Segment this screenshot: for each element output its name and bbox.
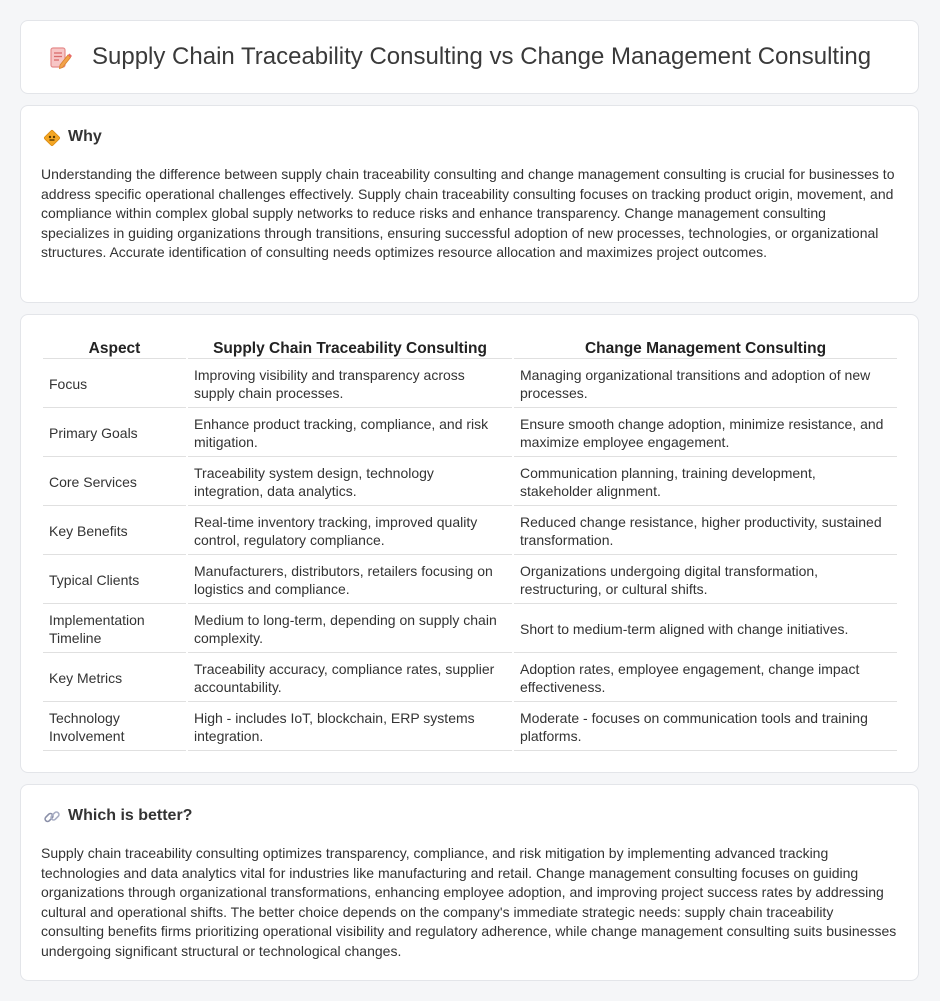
column-header-supply-chain: Supply Chain Traceability Consulting (188, 337, 512, 359)
title-card (20, 20, 919, 94)
change-management-cell: Communication planning, training development, stakeholder alignment. (514, 459, 897, 506)
why-section (20, 105, 919, 303)
table-row (43, 557, 897, 604)
column-header-change-management: Change Management Consulting (514, 337, 897, 359)
better-text: Supply chain traceability consulting optimizes transparency, compliance, and risk mitigation by implementing advanced tracking technologies and data analytics vital for industries like manufacturing and retail. Change management consulting focuses on guiding organizations through organizational transformations, enhancing employee adoption, and improving project success rates by addressing cultural and operational shifts. The better choice depends on the company's immediate strategic needs: supply chain traceability consulting benefits firms prioritizing operational visibility and regulatory adherence, while change management consulting suits businesses undergoing significant structural or technological changes. (41, 845, 897, 959)
aspect-cell: Core Services (43, 459, 186, 506)
change-management-cell: Ensure smooth change adoption, minimize resistance, and maximize employee engagement. (514, 410, 897, 457)
supply-chain-cell: Real-time inventory tracking, improved quality control, regulatory compliance. (188, 508, 512, 555)
aspect-cell: Key Metrics (43, 655, 186, 702)
table-row (43, 361, 897, 408)
diamond-sign-icon (43, 129, 61, 147)
supply-chain-cell: Traceability system design, technology integration, data analytics. (188, 459, 512, 506)
table-row (43, 704, 897, 751)
better-heading: Which is better? (68, 807, 193, 824)
link-icon (43, 808, 61, 826)
supply-chain-cell: Traceability accuracy, compliance rates, supplier accountability. (188, 655, 512, 702)
document-edit-icon (48, 46, 72, 70)
change-management-cell: Short to medium-term aligned with change initiatives. (514, 606, 897, 653)
aspect-cell: Focus (43, 361, 186, 408)
supply-chain-cell: Enhance product tracking, compliance, and risk mitigation. (188, 410, 512, 457)
supply-chain-cell: Manufacturers, distributors, retailers focusing on logistics and compliance. (188, 557, 512, 604)
which-is-better-section (20, 784, 919, 981)
aspect-cell: Key Benefits (43, 508, 186, 555)
page-title: Supply Chain Traceability Consulting vs Change Management Consulting (92, 43, 872, 70)
table-row (43, 606, 897, 653)
change-management-cell: Adoption rates, employee engagement, change impact effectiveness. (514, 655, 897, 702)
comparison-table (41, 335, 899, 753)
table-header-row (43, 337, 897, 359)
comparison-table-section (20, 314, 919, 773)
change-management-cell: Managing organizational transitions and adoption of new processes. (514, 361, 897, 408)
change-management-cell: Reduced change resistance, higher productivity, sustained transformation. (514, 508, 897, 555)
change-management-cell: Organizations undergoing digital transformation, restructuring, or cultural shifts. (514, 557, 897, 604)
change-management-cell: Moderate - focuses on communication tools and training platforms. (514, 704, 897, 751)
aspect-cell: Implementation Timeline (43, 606, 186, 653)
table-row (43, 655, 897, 702)
table-row (43, 410, 897, 457)
aspect-cell: Typical Clients (43, 557, 186, 604)
supply-chain-cell: Improving visibility and transparency across supply chain processes. (188, 361, 512, 408)
aspect-cell: Technology Involvement (43, 704, 186, 751)
why-text: Understanding the difference between supply chain traceability consulting and change management consulting is crucial for businesses to address specific operational challenges effectively. Supply chain traceability consulting focuses on tracking product origin, movement, and compliance within complex global supply networks to reduce risks and enhance transparency. Change management consulting specializes in guiding organizations through transitions, ensuring successful adoption of new processes, technologies, or organizational structures. Accurate identification of consulting needs optimizes resource allocation and maximizes project outcomes. (41, 166, 895, 260)
table-row (43, 508, 897, 555)
column-header-aspect: Aspect (43, 337, 186, 359)
supply-chain-cell: Medium to long-term, depending on supply chain complexity. (188, 606, 512, 653)
table-row (43, 459, 897, 506)
aspect-cell: Primary Goals (43, 410, 186, 457)
supply-chain-cell: High - includes IoT, blockchain, ERP systems integration. (188, 704, 512, 751)
why-heading: Why (68, 128, 102, 145)
